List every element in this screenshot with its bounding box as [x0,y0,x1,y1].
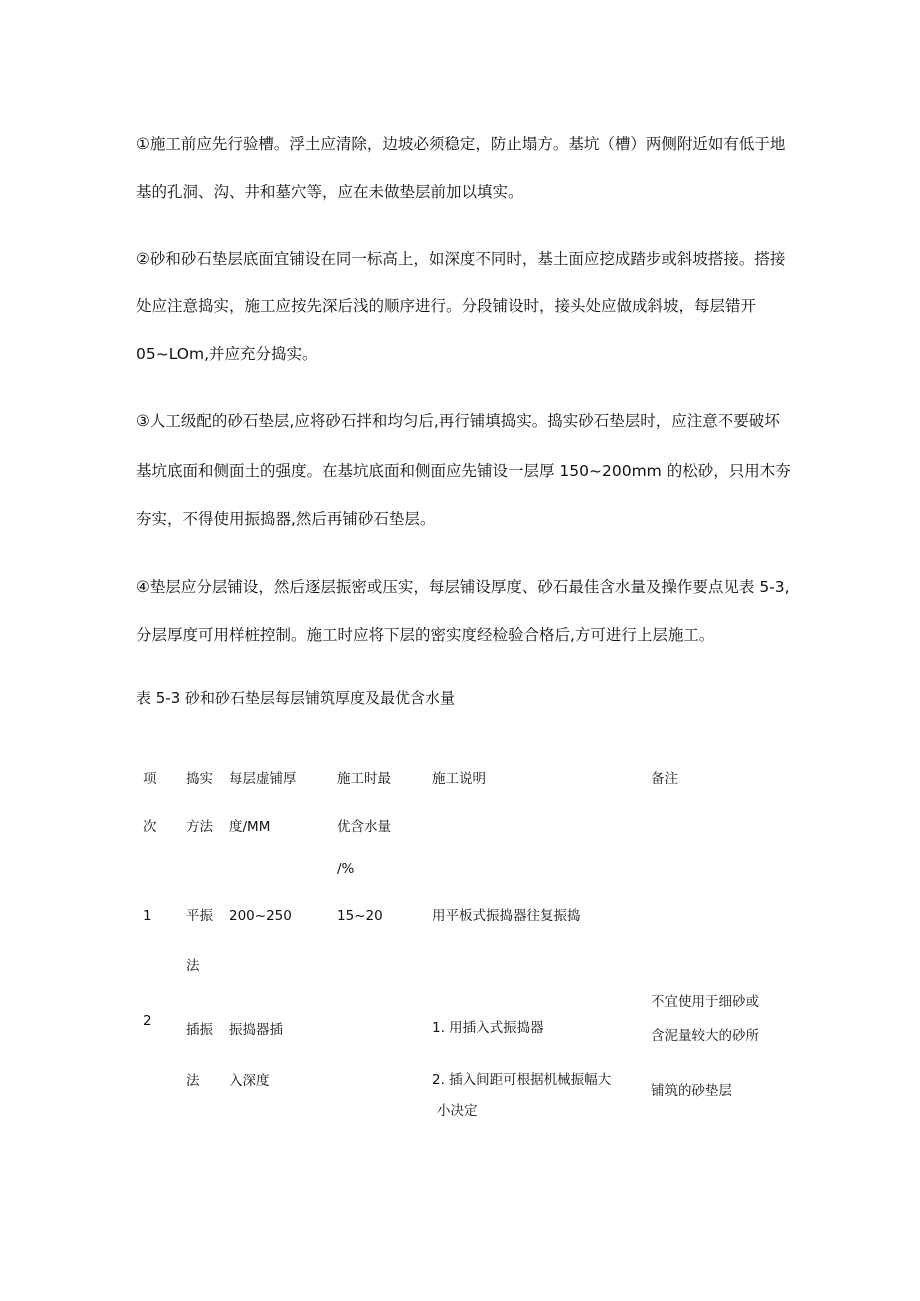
row-method: 法 [186,1073,200,1089]
row-notes: 小决定 [437,1103,478,1119]
row-remarks: 含泥量较大的砂所 [651,1028,759,1044]
header-water: /% [337,861,355,877]
header-method: 方法 [186,819,213,835]
paragraph-line: 分层厚度可用样桩控制。施工时应将下层的密实度经检验合格后,方可进行上层施工。 [136,626,715,644]
paragraph-line: 夯实，不得使用振捣器,然后再铺砂石垫层。 [136,510,436,528]
row-thickness: 入深度 [229,1073,270,1089]
header-remarks: 备注 [651,771,678,787]
row-item: 1 [143,908,152,924]
paragraph-line: ④垫层应分层铺设，然后逐层振密或压实，每层铺设厚度、砂石最佳含水量及操作要点见表 5-3, [136,578,790,596]
paragraph-line: 05~LOm,并应充分捣实。 [136,345,318,363]
row-notes: 2. 插入间距可根据机械振幅大 [432,1072,612,1088]
header-item: 项 [143,771,157,787]
row-method: 平振 [186,908,213,924]
header-thickness: 度/MM [229,819,271,835]
paragraph-line: 处应注意捣实，施工应按先深后浅的顺序进行。分段铺设时，接头处应做成斜坡，每层错开 [136,297,757,315]
row-item: 2 [143,1013,152,1029]
header-water: 优含水量 [337,819,391,835]
row-thickness: 200~250 [229,908,292,924]
header-notes: 施工说明 [432,771,486,787]
table-caption: 表 5-3 砂和砂石垫层每层铺筑厚度及最优含水量 [136,689,456,707]
header-item: 次 [143,819,157,835]
row-method: 插振 [186,1022,213,1038]
row-method: 法 [186,958,200,974]
row-thickness: 振捣器插 [229,1022,283,1038]
row-notes: 用平板式振捣器往复振捣 [432,908,581,924]
header-water: 施工时最 [337,771,391,787]
paragraph-line: 基坑底面和侧面土的强度。在基坑底面和侧面应先铺设一层厚 150~200mm 的松砂，只用木夯 [136,462,791,480]
header-method: 捣实 [186,771,213,787]
row-remarks: 不宜使用于细砂或 [651,994,759,1010]
header-thickness: 每层虚铺厚 [229,771,297,787]
paragraph-line: ②砂和砂石垫层底面宜铺设在同一标高上，如深度不同时，基土面应挖成踏步或斜坡搭接。搭接 [136,250,786,268]
row-notes: 1. 用插入式振捣器 [432,1020,544,1036]
paragraph-line: 基的孔洞、沟、井和墓穴等，应在未做垫层前加以填实。 [136,183,524,201]
row-remarks: 铺筑的砂垫层 [651,1083,732,1099]
paragraph-line: ①施工前应先行验槽。浮土应清除，边坡必须稳定，防止塌方。基坑（槽）两侧附近如有低于地 [136,135,786,153]
row-water: 15~20 [337,908,383,924]
paragraph-line: ③人工级配的砂石垫层,应将砂石拌和均匀后,再行铺填捣实。捣实砂石垫层时，应注意不要破坏 [136,412,780,430]
